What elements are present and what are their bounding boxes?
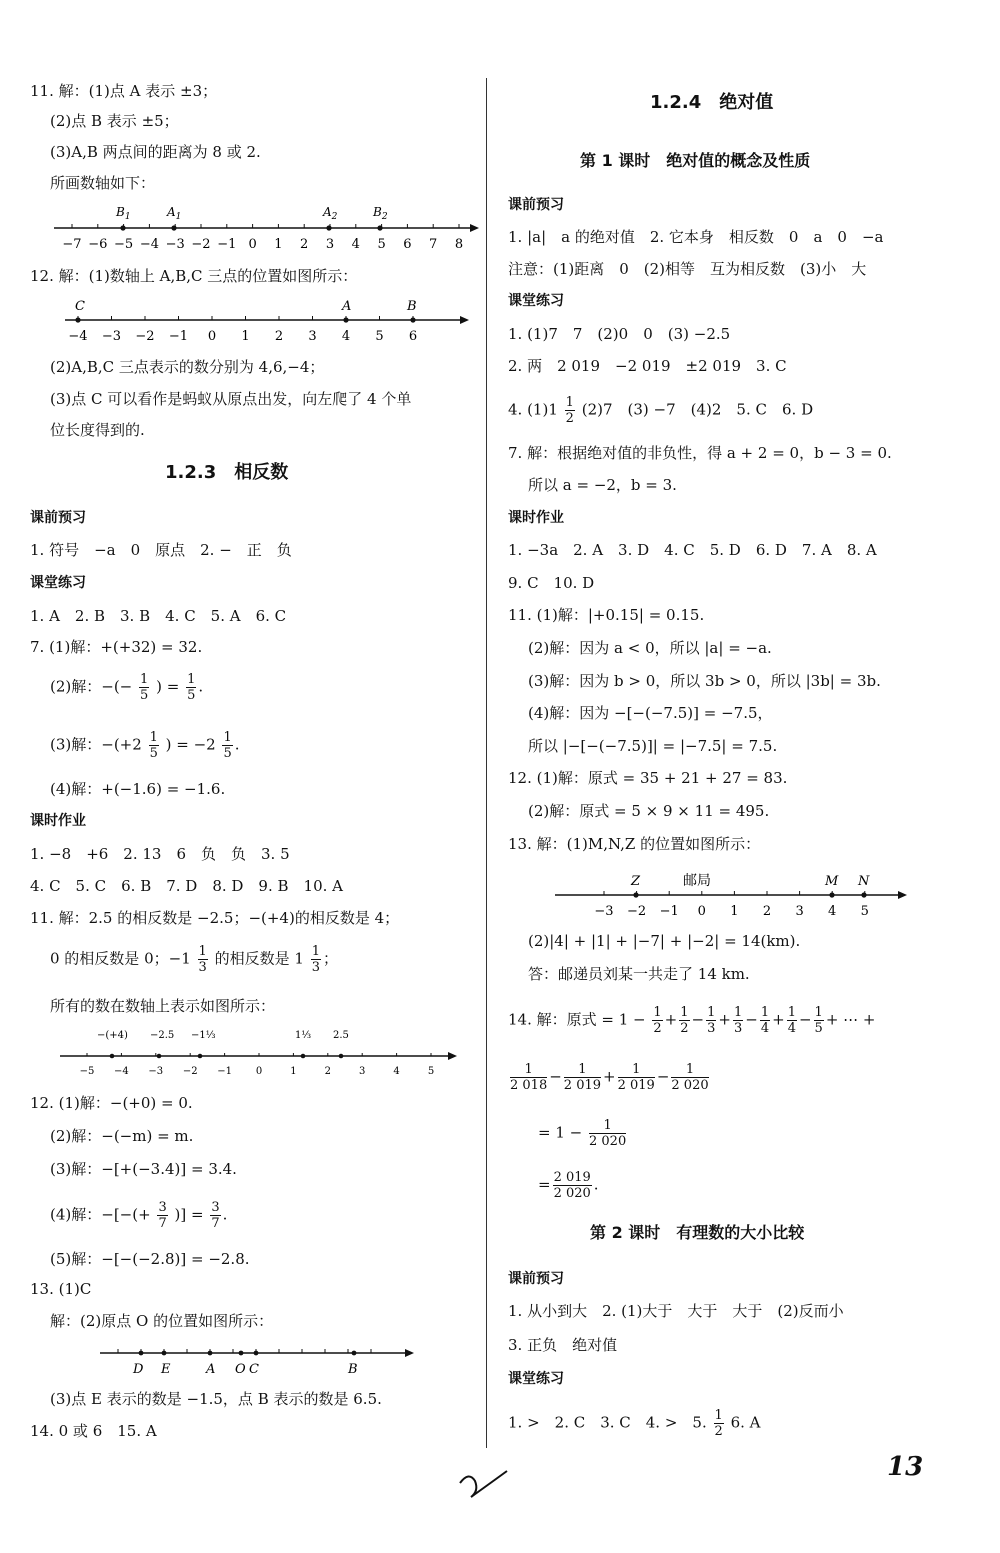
point (75, 317, 80, 322)
text-line: (3)点 C 可以看作是蚂蚁从原点出发，向左爬了 4 个单 (50, 390, 412, 408)
text: − (798, 1010, 812, 1029)
fraction: $\frac{1}{2 019}$ (563, 1062, 602, 1093)
point (326, 225, 331, 230)
text-line: 14. 0 或 6 15. A (30, 1422, 157, 1440)
tick-label: 3 (325, 237, 335, 252)
tick-label: 1 (274, 237, 283, 252)
tick-label: 3 (308, 329, 317, 344)
text-line: 1. (1)7 7 (2)0 0 (3) −2.5 (508, 325, 731, 343)
fraction: $\frac{1}{5}$ (140, 672, 149, 703)
text-line: (3)点 E 表示的数是 −1.5，点 B 表示的数是 6.5. (50, 1390, 382, 1408)
text: . (234, 735, 240, 754)
section-heading: 课时作业 (508, 510, 564, 526)
point (120, 225, 125, 230)
text: − (549, 1067, 562, 1086)
label-neg-plus4: −(+4) (97, 1030, 128, 1041)
fraction: $\frac{1}{5}$ (149, 730, 158, 761)
fraction: $\frac{1}{2 020}$ (589, 1118, 627, 1149)
fraction: $\frac{1}{3}$ (198, 944, 207, 975)
text: + (603, 1067, 616, 1086)
text: 14. 解：原式 = 1 − (508, 1010, 646, 1029)
tick-label: −6 (88, 237, 108, 252)
text-line: (3)解：因为 b > 0，所以 3b > 0，所以 |3b| = 3b. (528, 672, 881, 690)
tick-label: −3 (594, 904, 614, 919)
point (339, 1054, 344, 1059)
text: 1. > 2. C 3. C 4. > 5. (508, 1413, 707, 1432)
tick-label: 5 (377, 237, 386, 252)
tick-label: 0 (207, 329, 217, 344)
section-heading: 课堂练习 (508, 1371, 564, 1387)
text-line: 7. (1)解：+(+32) = 32. (30, 638, 203, 656)
text-line: (3)A,B 两点间的距离为 8 或 2. (50, 143, 261, 161)
label-n: N (858, 874, 870, 889)
text-line: (2)解：因为 a < 0，所以 |a| = −a. (528, 639, 772, 657)
section-title: 1.2.4 绝对值 (650, 92, 774, 113)
text: . (198, 677, 204, 696)
text-line: 1. −3a 2. A 3. D 4. C 5. D 6. D 7. A 8. A (508, 541, 877, 559)
tick-label: 4 (828, 904, 837, 919)
fraction: $\frac{1}{2 018}$ (510, 1062, 548, 1093)
label-2-5: 2.5 (333, 1030, 349, 1041)
tick-label: 4 (351, 237, 360, 252)
text-line: (2)解：−(−m) = m. (50, 1127, 194, 1145)
tick-label: −2 (182, 1066, 198, 1077)
fraction: $\frac{1}{2 020}$ (671, 1062, 709, 1093)
tick-label: −5 (114, 237, 134, 252)
text: − (745, 1010, 758, 1029)
label-d: D (133, 1362, 144, 1377)
label-post-office: 邮局 (683, 873, 711, 889)
tick-label: 0 (255, 1066, 263, 1077)
section-heading: 课前预习 (508, 197, 564, 213)
point (239, 1351, 244, 1356)
point (352, 1351, 357, 1356)
text: 4. (1)1 (508, 400, 558, 419)
fraction: $\frac{3}{7}$ (211, 1200, 220, 1231)
label-o: O (235, 1362, 246, 1377)
tick-label: 0 (248, 237, 257, 252)
text-line: 1. 符号 −a 0 原点 2. − 正 负 (30, 541, 292, 559)
label-b2: $B_2$ (373, 205, 388, 222)
fraction: $\frac{1}{4}$ (760, 1005, 770, 1036)
text: (4)解：−[−(+ (50, 1205, 151, 1224)
tick-label: −1 (217, 237, 237, 252)
text: 的相反数是 1 (214, 949, 304, 968)
label-neg1-third: −1⅓ (191, 1030, 216, 1041)
text-line: 12. 解：(1)数轴上 A,B,C 三点的位置如图所示： (30, 267, 358, 285)
point (377, 225, 382, 230)
point (208, 1351, 213, 1356)
text-line: (5)解：−[−(−2.8)] = −2.8. (50, 1250, 250, 1268)
text-line: (3)解：−[+(−3.4)] = 3.4. (50, 1160, 237, 1178)
tick-label: 3 (795, 904, 804, 919)
text-line: 9. C 10. D (508, 574, 595, 592)
text-line (508, 1062, 711, 1093)
fraction: $\frac{1}{5}$ (223, 730, 232, 761)
tick-label: 8 (454, 237, 464, 252)
text: 6. A (730, 1413, 761, 1432)
column-divider (486, 78, 487, 1448)
tick-label: −5 (79, 1066, 95, 1077)
tick-label: −2 (135, 329, 155, 344)
label-1-third: 1⅓ (295, 1030, 312, 1041)
point (198, 1054, 203, 1059)
label-z: Z (631, 874, 641, 889)
point (139, 1351, 144, 1356)
number-line-5 (553, 865, 913, 923)
text-line (538, 1118, 628, 1149)
text-line: 所以 a = −2，b = 3. (528, 476, 677, 494)
text-line: 解：(2)原点 O 的位置如图所示： (50, 1312, 274, 1330)
lesson-title: 第 1 课时 绝对值的概念及性质 (580, 151, 811, 170)
text: + ⋯ + (825, 1010, 876, 1029)
fraction: $\frac{1}{2}$ (653, 1005, 662, 1036)
text-line: (4)解：因为 −[−(−7.5)] = −7.5， (528, 704, 773, 722)
number-line-4 (95, 1338, 425, 1378)
tick-label: 2 (762, 904, 772, 919)
text-line: 1. |a| a 的绝对值 2. 它本身 相反数 0 a 0 −a (508, 228, 884, 246)
text: ； (322, 949, 338, 968)
text-line: 所画数轴如下： (50, 174, 156, 192)
text-line: 11. (1)解：|+0.15| = 0.15. (508, 606, 705, 624)
label-c: C (75, 299, 85, 314)
tick-label: −1 (168, 329, 189, 344)
text-line: 1. 从小到大 2. (1)大于 大于 大于 (2)反而小 (508, 1302, 844, 1320)
handwritten-mark-icon (455, 1465, 515, 1505)
text: ) = −2 (165, 735, 216, 754)
fraction: $\frac{1}{3}$ (733, 1005, 743, 1036)
number-line-3 (50, 1020, 470, 1082)
text-line: 13. 解：(1)M,N,Z 的位置如图所示： (508, 835, 761, 853)
tick-label: −4 (114, 1066, 129, 1077)
text-line: 位长度得到的. (50, 421, 145, 439)
label-b1: $B_1$ (116, 205, 131, 222)
text: + (664, 1010, 678, 1029)
tick-label: −4 (139, 237, 159, 252)
label-a: A (342, 299, 352, 314)
section-heading: 课堂练习 (30, 575, 86, 591)
label-a2: $A_2$ (323, 205, 338, 222)
text-line (30, 672, 203, 703)
tick-label: −3 (165, 237, 185, 252)
point (157, 1054, 162, 1059)
fraction: $\frac{1}{3}$ (311, 944, 320, 975)
fraction: $\frac{3}{7}$ (158, 1200, 167, 1231)
section-heading: 课堂练习 (508, 293, 564, 309)
section-heading: 课前预习 (30, 510, 86, 526)
tick-label: −4 (68, 329, 88, 344)
fraction: $\frac{1}{5}$ (187, 672, 196, 703)
label-m: M (825, 874, 839, 889)
lesson-title: 第 2 课时 有理数的大小比较 (590, 1223, 805, 1242)
fraction: $\frac{2 019}{2 020}$ (553, 1170, 591, 1201)
text-line: (2)|4| + |1| + |−7| + |−2| = 14(km). (528, 932, 801, 950)
text-line: 1. A 2. B 3. B 4. C 5. A 6. C (30, 607, 287, 625)
text-line: 注意：(1)距离 0 (2)相等 互为相反数 (3)小 大 (508, 260, 867, 278)
point (633, 892, 638, 897)
text-line: 答：邮递员刘某一共走了 14 km. (528, 965, 750, 983)
text: = 1 − (538, 1123, 583, 1142)
tick-label: 0 (697, 904, 706, 919)
text-line: 2. 两 2 019 −2 019 ±2 019 3. C (508, 357, 787, 375)
label-neg2-5: −2.5 (150, 1030, 175, 1041)
tick-label: 2 (274, 329, 284, 344)
tick-label: 1 (730, 904, 739, 919)
tick-label: 4 (393, 1066, 400, 1077)
tick-label: −7 (62, 237, 82, 252)
text-line: 所有的数在数轴上表示如图所示： (50, 997, 276, 1015)
text: . (222, 1205, 228, 1224)
text-line: (2)解：原式 = 5 × 9 × 11 = 495. (528, 802, 770, 820)
tick-label: 7 (429, 237, 438, 252)
tick-label: 3 (359, 1066, 366, 1077)
fraction: $\frac{1}{5}$ (814, 1005, 823, 1036)
fraction: $\frac{1}{2}$ (565, 395, 574, 426)
tick-label: 4 (341, 329, 351, 344)
text-line (30, 944, 338, 975)
text-line (508, 395, 813, 426)
number-line-2 (55, 292, 480, 348)
tick-label: −1 (217, 1066, 232, 1077)
text: − (691, 1010, 705, 1029)
text: = (538, 1175, 551, 1194)
tick-label: 5 (375, 329, 384, 344)
section-heading: 课时作业 (30, 813, 86, 829)
tick-label: 2 (300, 237, 309, 252)
point (861, 892, 866, 897)
text-line (508, 1408, 761, 1439)
point (829, 892, 834, 897)
label-b: B (348, 1362, 358, 1377)
fraction: $\frac{1}{2}$ (680, 1005, 689, 1036)
label-e: E (161, 1362, 171, 1377)
label-a: A (206, 1362, 216, 1377)
text: 0 的相反数是 0；−1 (50, 949, 191, 968)
number-line-1 (30, 198, 480, 254)
fraction: $\frac{1}{2 019}$ (617, 1062, 655, 1093)
tick-label: −3 (148, 1066, 164, 1077)
text-line: 13. (1)C (30, 1280, 92, 1298)
tick-label: 5 (860, 904, 869, 919)
fraction: $\frac{1}{2}$ (714, 1408, 723, 1439)
text: (2)7 (3) −7 (4)2 5. C 6. D (581, 400, 814, 419)
tick-label: 2 (324, 1066, 331, 1077)
point (410, 317, 415, 322)
tick-label: −2 (627, 904, 647, 919)
text-line: 12. (1)解：−(+0) = 0. (30, 1094, 193, 1112)
tick-label: −3 (101, 329, 122, 344)
text-line: 所以 |−[−(−7.5)]| = |−7.5| = 7.5. (528, 737, 778, 755)
point (171, 225, 176, 230)
text-line: (4)解：+(−1.6) = −1.6. (50, 780, 226, 798)
text: + (772, 1010, 785, 1029)
point (162, 1351, 167, 1356)
tick-label: 5 (427, 1066, 435, 1077)
text-line (508, 1005, 876, 1036)
text: + (718, 1010, 731, 1029)
point (343, 317, 348, 322)
text-line (30, 1200, 227, 1231)
text-line: 4. C 5. C 6. B 7. D 8. D 9. B 10. A (30, 877, 343, 895)
tick-label: 1 (290, 1066, 297, 1077)
text: (2)解：−(− (50, 677, 133, 696)
text: )] = (174, 1205, 204, 1224)
point (110, 1054, 115, 1059)
section-heading: 课前预习 (508, 1271, 564, 1287)
text-line: = $\frac{2 019}{2 020}$ . (538, 1170, 599, 1201)
tick-label: 1 (241, 329, 250, 344)
point (254, 1351, 259, 1356)
text: ) = (156, 677, 180, 696)
text-line: 11. 解：(1)点 A 表示 ±3； (30, 82, 218, 100)
label-b: B (407, 299, 417, 314)
point (301, 1054, 306, 1059)
page-number: 13 (887, 1452, 924, 1482)
text-line (30, 730, 240, 761)
section-title: 1.2.3 相反数 (165, 462, 289, 483)
text: − (656, 1067, 670, 1086)
text-line: 11. 解：2.5 的相反数是 −2.5；−(+4)的相反数是 4； (30, 909, 400, 927)
text-line: 7. 解：根据绝对值的非负性，得 a + 2 = 0，b − 3 = 0. (508, 444, 892, 462)
text-line: (2)A,B,C 三点表示的数分别为 4,6,−4； (50, 358, 325, 376)
text-line: 12. (1)解：原式 = 35 + 21 + 27 = 83. (508, 769, 788, 787)
fraction: $\frac{1}{4}$ (787, 1005, 796, 1036)
text-line: 3. 正负 绝对值 (508, 1336, 618, 1354)
text-line: 1. −8 +6 2. 13 6 负 负 3. 5 (30, 845, 290, 863)
label-a1: $A_1$ (167, 205, 182, 222)
tick-label: −1 (659, 904, 679, 919)
label-c: C (249, 1362, 259, 1377)
text-line: (2)点 B 表示 ±5； (50, 112, 179, 130)
tick-label: 6 (403, 237, 412, 252)
tick-label: 6 (408, 329, 418, 344)
tick-label: −2 (191, 237, 211, 252)
text: (3)解：−(+2 (50, 735, 142, 754)
fraction: $\frac{1}{3}$ (707, 1005, 716, 1036)
